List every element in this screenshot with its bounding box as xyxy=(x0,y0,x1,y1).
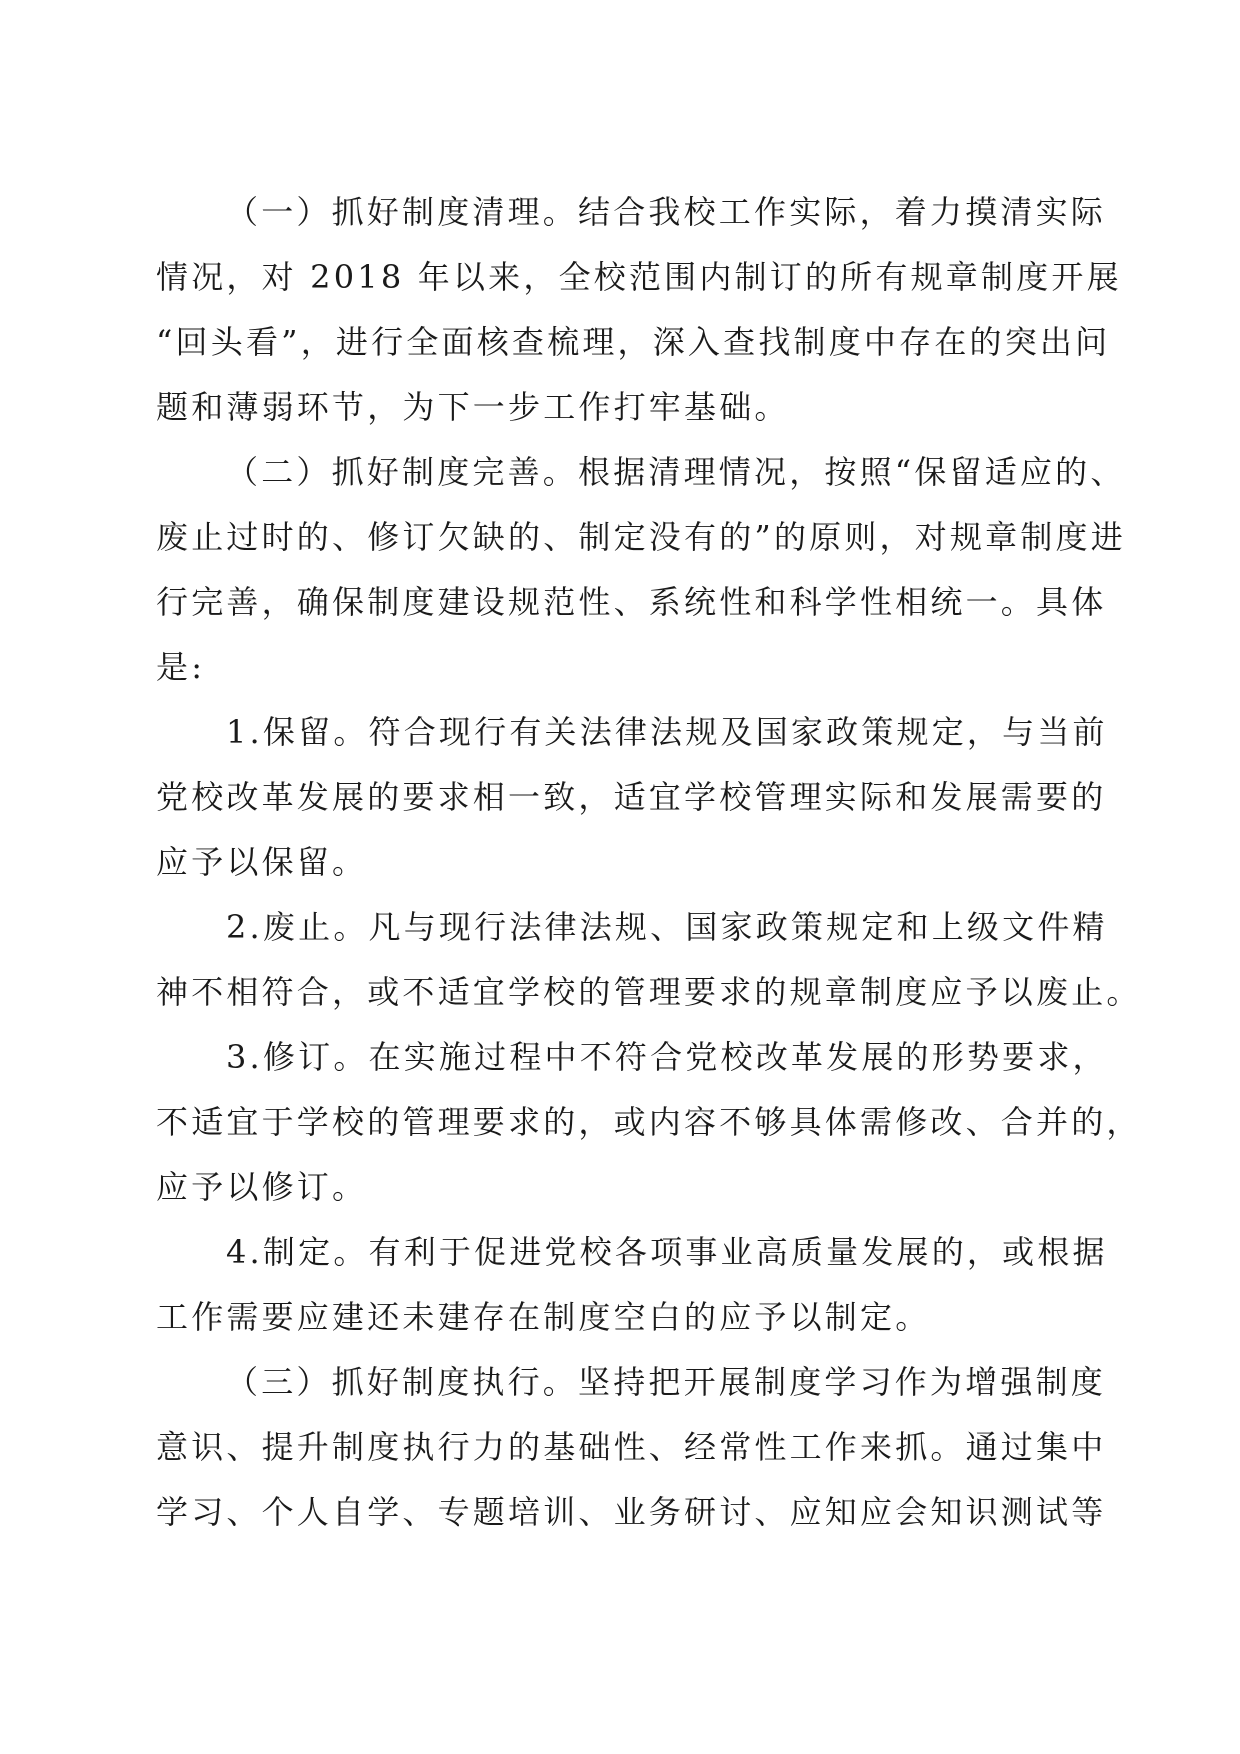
paragraph-item-revise xyxy=(156,1025,1142,1220)
paragraph-line: 党校改革发展的要求相一致，适宜学校管理实际和发展需要的 xyxy=(156,778,1107,816)
paragraph-line: 题和薄弱环节，为下一步工作打牢基础。 xyxy=(156,388,790,426)
paragraph-line: 4.制定。有利于促进党校各项事业高质量发展的，或根据 xyxy=(226,1233,1108,1271)
paragraph-line: 意识、提升制度执行力的基础性、经常性工作来抓。通过集中 xyxy=(156,1428,1107,1466)
paragraph-line: 2.废止。凡与现行法律法规、国家政策规定和上级文件精 xyxy=(226,908,1108,946)
paragraph-line: 应予以保留。 xyxy=(156,843,368,881)
paragraph-line: 工作需要应建还未建存在制度空白的应予以制定。 xyxy=(156,1298,931,1336)
paragraph-item-retain xyxy=(156,700,1108,895)
paragraph-line: 3.修订。在实施过程中不符合党校改革发展的形势要求， xyxy=(226,1038,1108,1076)
paragraph-line: 1.保留。符合现行有关法律法规及国家政策规定，与当前 xyxy=(226,713,1108,751)
document-body xyxy=(156,180,1142,1545)
paragraph-system-improvement xyxy=(156,440,1126,700)
paragraph-item-formulate xyxy=(156,1220,1108,1350)
paragraph-system-cleanup xyxy=(156,180,1122,440)
paragraph-line: 应予以修订。 xyxy=(156,1168,368,1206)
paragraph-line: 情况，对 2018 年以来，全校范围内制订的所有规章制度开展 xyxy=(156,258,1122,296)
paragraph-line: 行完善，确保制度建设规范性、系统性和科学性相统一。具体 xyxy=(156,583,1107,621)
paragraph-line: 废止过时的、修订欠缺的、制定没有的”的原则，对规章制度进 xyxy=(156,518,1126,556)
paragraph-line: “回头看”，进行全面核查梳理，深入查找制度中存在的突出问 xyxy=(156,323,1111,361)
paragraph-system-execution xyxy=(156,1350,1107,1545)
paragraph-line: （三）抓好制度执行。坚持把开展制度学习作为增强制度 xyxy=(226,1363,1107,1401)
paragraph-line: 不适宜于学校的管理要求的，或内容不够具体需修改、合并的， xyxy=(156,1103,1142,1141)
paragraph-line: 学习、个人自学、专题培训、业务研讨、应知应会知识测试等 xyxy=(156,1493,1107,1531)
paragraph-line: 是: xyxy=(156,648,206,686)
paragraph-line: （二）抓好制度完善。根据清理情况，按照“保留适应的、 xyxy=(226,453,1126,491)
paragraph-item-abolish xyxy=(156,895,1142,1025)
paragraph-line: 神不相符合，或不适宜学校的管理要求的规章制度应予以废止。 xyxy=(156,973,1142,1011)
paragraph-line: （一）抓好制度清理。结合我校工作实际，着力摸清实际 xyxy=(226,193,1107,231)
